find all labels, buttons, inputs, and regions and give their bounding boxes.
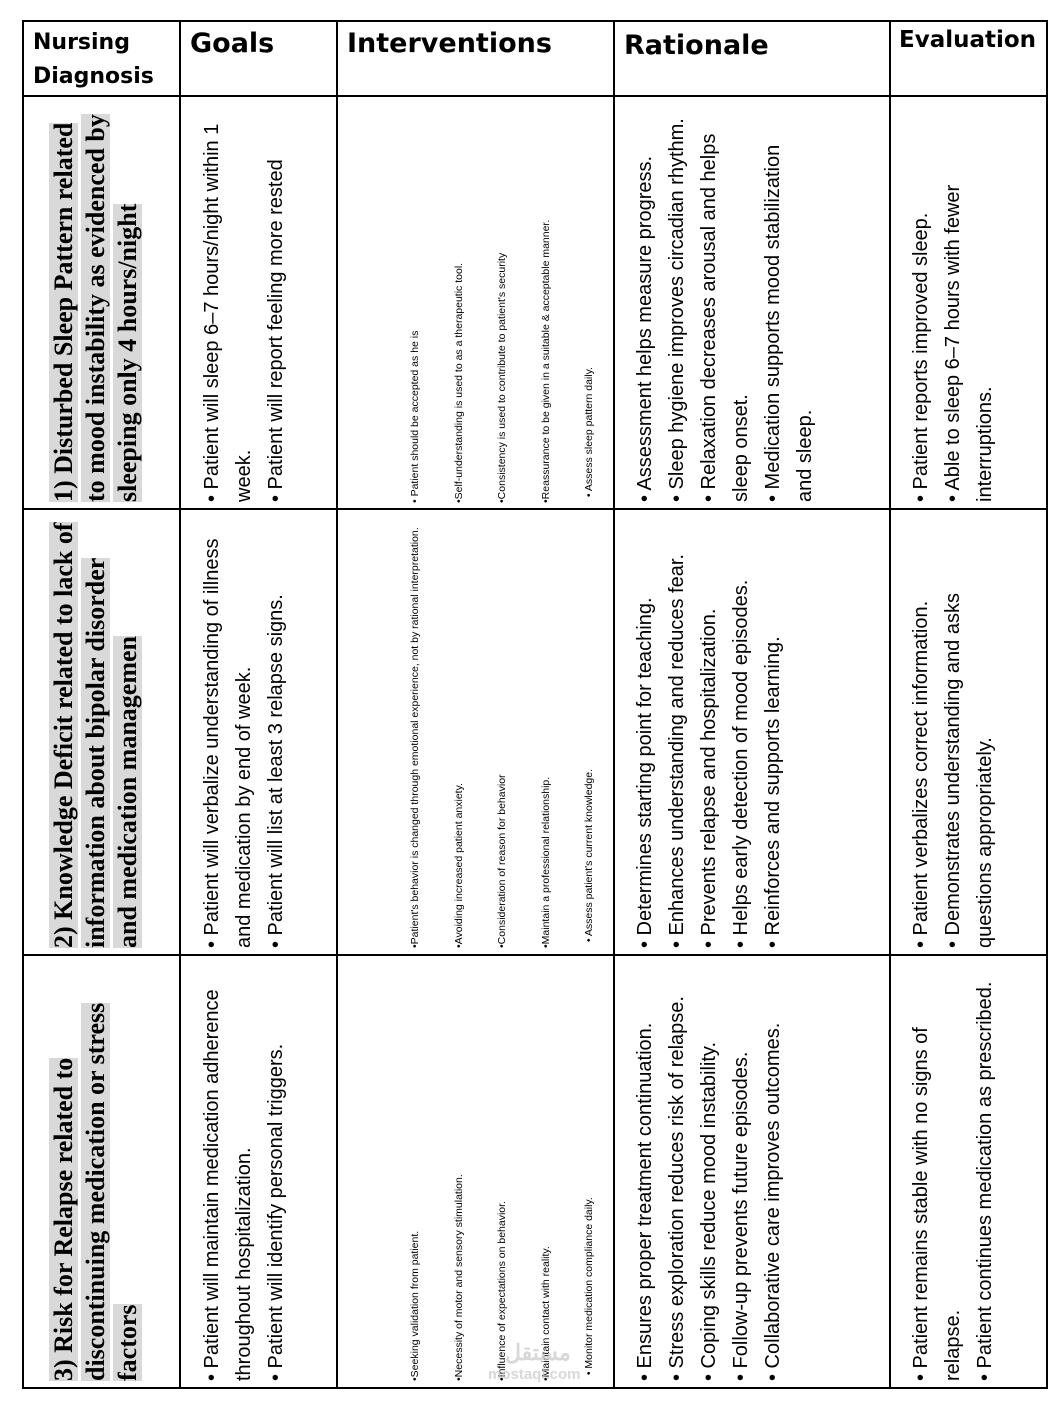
row2-goals-cell (181, 510, 336, 954)
row2-interventions (350, 518, 613, 948)
row1-diagnosis: 1) Disturbed Sleep Pattern related to mood instability as evidenced by sleeping only 4 hours/night (49, 114, 142, 502)
list-item: • Assess patient's current knowledge. (583, 768, 595, 948)
row1-evaluation (905, 107, 1001, 502)
header-goals: Goals (190, 28, 275, 59)
list-item: • Demonstrates understanding and asks questions appropriately. (942, 593, 996, 948)
row2-goals (196, 518, 292, 948)
row2-diagnosis-cell (24, 510, 179, 954)
list-item: • Medication supports mood stabilization and sleep. (762, 144, 816, 502)
row3-diagnosis: 3) Risk for Relapse related to discontinuing medication or stress factors (49, 1002, 142, 1381)
row1-interventions (350, 103, 613, 503)
header-rationale: Rationale (624, 30, 769, 61)
row3-diagnosis-cell (24, 956, 179, 1387)
list-item: • Prevents relapse and hospitalization. (698, 608, 720, 948)
list-item: • Helps early detection of mood episodes. (730, 579, 752, 948)
row1-evaluation-cell (891, 97, 1046, 508)
list-item: •Necessity of motor and sensory stimulation. (452, 1174, 465, 1381)
row3-rationale (629, 961, 789, 1381)
list-item: •Seeking validation from patient. (409, 1230, 421, 1381)
list-item: •Influence of expectations on behavior. (496, 1201, 508, 1381)
list-item: •Consideration of reason for behavior (496, 774, 508, 948)
list-item: • Assessment helps measure progress. (634, 155, 656, 502)
table-border-right (1046, 20, 1048, 1389)
list-item: • Patient will report feeling more rested (265, 159, 287, 502)
row1-goals-cell (181, 97, 336, 508)
list-item: •Patient's behavior is changed through emotional experience, not by rational interpretation. (409, 527, 421, 948)
list-item: • Determines starting point for teaching. (634, 597, 656, 948)
list-item: • Stress exploration reduces risk of relapse. (666, 996, 688, 1381)
list-item: • Patient will identify personal triggers. (265, 1043, 287, 1381)
list-item: • Sleep hygiene improves circadian rhythm. (666, 118, 688, 502)
list-item: • Patient will list at least 3 relapse signs. (265, 594, 287, 948)
list-item: • Patient will verbalize understanding of illness and medication by end of week. (201, 538, 255, 948)
header-nursing-diagnosis: Nursing Diagnosis (33, 30, 154, 89)
list-item: • Assess sleep pattern daily. (583, 367, 595, 503)
list-item: • Enhances understanding and reduces fear. (666, 554, 688, 948)
header-evaluation: Evaluation (899, 27, 1037, 53)
list-item: • Patient continues medication as prescribed. (974, 981, 996, 1381)
list-item: •Maintain contact with reality. (539, 1246, 552, 1381)
list-item: • Follow-up prevents future episodes. (730, 1051, 752, 1381)
list-item: •Reassurance to be given in a suitable & acceptable manner. (539, 219, 552, 503)
row1-rationale (629, 107, 821, 502)
row2-diagnosis: 2) Knowledge Deficit related to lack of information about bipolar disorder and medication managemen (49, 522, 142, 948)
row1-interventions-cell (338, 97, 613, 508)
list-item: • Relaxation decreases arousal and helps sleep onset. (698, 133, 752, 502)
row3-goals-cell (181, 956, 336, 1387)
list-item: • Ensures proper treatment continuation. (634, 1022, 656, 1381)
list-item: • Able to sleep 6–7 hours with fewer interruptions. (942, 184, 996, 502)
table-border-bottom (22, 1387, 1048, 1389)
watermark-site: mostaql.com (488, 1366, 581, 1383)
list-item: • Patient will sleep 6–7 hours/night within 1 week. (201, 123, 255, 502)
list-item: •Self-understanding is used to as a therapeutic tool. (452, 262, 465, 503)
row2-evaluation-cell (891, 510, 1046, 954)
list-item: • Patient will maintain medication adherence throughout hospitalization. (201, 989, 255, 1381)
row1-rationale-cell (615, 97, 889, 508)
row3-goals (196, 961, 292, 1381)
list-item: • Patient should be accepted as he is (409, 330, 421, 503)
row3-evaluation (905, 961, 1001, 1381)
row2-rationale (629, 518, 789, 948)
row2-rationale-cell (615, 510, 889, 954)
watermark-logo: مستقل (505, 1340, 571, 1365)
header-interventions: Interventions (347, 28, 552, 59)
list-item: • Patient remains stable with no signs of relapse. (910, 1027, 964, 1381)
list-item: •Consistency is used to contribute to patient's security (496, 252, 508, 503)
list-item: • Collaborative care improves outcomes. (762, 1022, 784, 1381)
list-item: • Patient reports improved sleep. (910, 212, 932, 502)
row3-interventions-cell (338, 956, 613, 1387)
list-item: • Coping skills reduce mood instability. (698, 1041, 720, 1381)
table-border-top (22, 20, 1048, 22)
list-item: •Avoiding increased patient anxiety. (452, 783, 465, 948)
row1-diagnosis-cell (24, 97, 179, 508)
row1-goals (196, 117, 292, 502)
list-item: •Maintain a professional relationship. (539, 776, 552, 948)
row3-evaluation-cell (891, 956, 1046, 1387)
list-item: • Monitor medication compliance daily. (583, 1197, 595, 1381)
list-item: • Reinforces and supports learning. (762, 636, 784, 948)
row2-interventions-cell (338, 510, 613, 954)
list-item: • Patient verbalizes correct information. (910, 600, 932, 948)
row3-rationale-cell (615, 956, 889, 1387)
row2-evaluation (905, 518, 1001, 948)
row3-interventions (350, 961, 613, 1381)
